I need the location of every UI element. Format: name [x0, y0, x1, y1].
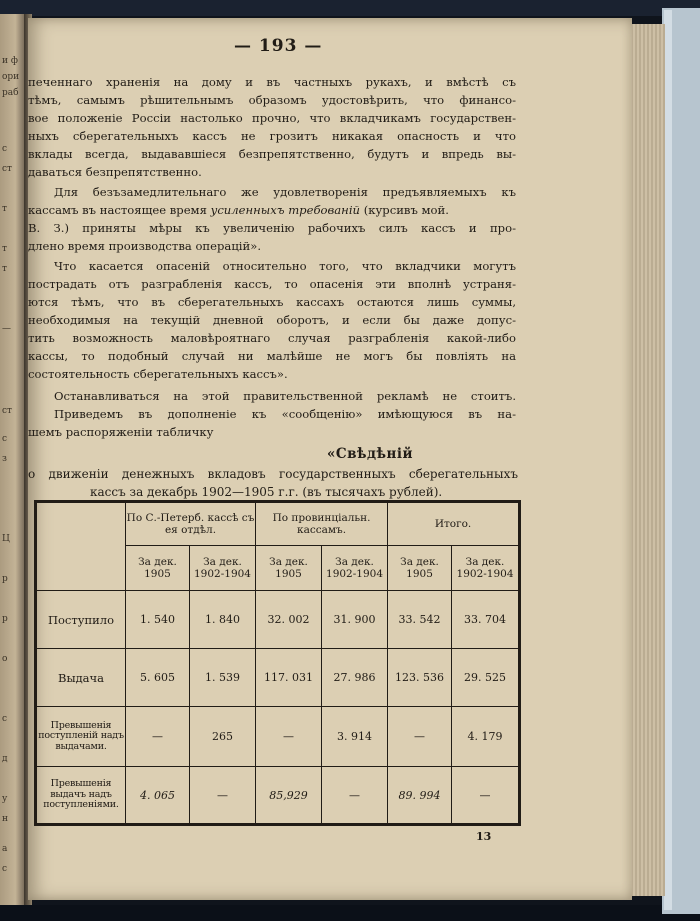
text-line: Приведемъ въ дополненіе къ «сообщенію» имѣющуюся въ на- [54, 407, 516, 421]
column-group-header: По С.-Петерб. кассѣ съ ея отдѣл. [126, 502, 256, 546]
left-fragment: Ц [2, 534, 10, 544]
table-cell: — [452, 767, 520, 825]
table-title: «Свѣдѣній [326, 446, 414, 462]
table-cell: 265 [190, 707, 256, 767]
left-fragment: а [2, 844, 8, 854]
table-row [36, 767, 520, 825]
text-line: Для безъзамедлительнаго же удовлетворенія предъявляемыхъ къ [54, 185, 516, 199]
left-fragment: т [2, 244, 7, 254]
left-fragment: с [2, 864, 8, 874]
column-header: За дек. 1902-1904 [322, 546, 388, 591]
table-cell: 27. 986 [322, 649, 388, 707]
left-fragment: т [2, 264, 7, 274]
row-label: Поступило [36, 591, 126, 649]
book-page [28, 18, 632, 900]
text-line: тить возможность маловѣроятнаго случая разграбленія какой-либо [28, 331, 516, 345]
column-header: За дек. 1905 [256, 546, 322, 591]
table-cell: 4. 065 [126, 767, 190, 825]
left-fragment: с [2, 714, 8, 724]
text-line: пострадать отъ разграбленія кассъ, то опасенія эти вполнѣ устраня- [28, 277, 516, 291]
text-line: шемъ распоряженіи табличку [28, 425, 214, 439]
page-number: — 193 — [234, 36, 323, 56]
text-line [28, 202, 449, 220]
table-cell: 32. 002 [256, 591, 322, 649]
table-cell: — [190, 767, 256, 825]
column-header: За дек. 1902-1904 [190, 546, 256, 591]
text-line: даваться безпрепятственно. [28, 165, 202, 179]
text-line: вое положеніе Россіи настолько прочно, что вкладчикамъ государствен- [28, 111, 516, 125]
text-line: ются тѣмъ, что въ сберегательныхъ кассахъ остаются лишь суммы, [28, 295, 516, 309]
left-fragment: — [2, 324, 11, 334]
left-fragment: т [2, 204, 7, 214]
table-cell: 117. 031 [256, 649, 322, 707]
table-row [36, 707, 520, 767]
column-group-header: Итого. [388, 502, 520, 546]
table-cell: — [256, 707, 322, 767]
left-fragment: р [2, 614, 8, 624]
table-cell: 89. 994 [388, 767, 452, 825]
table-row [36, 649, 520, 707]
table-corner-cell [36, 502, 126, 591]
text-line: состоятельность сберегательныхъ кассъ». [28, 367, 288, 381]
table-cell: 1. 539 [190, 649, 256, 707]
left-fragment: о [2, 654, 8, 664]
table-cell: 33. 704 [452, 591, 520, 649]
column-header: За дек. 1902-1904 [452, 546, 520, 591]
left-fragment: з [2, 454, 7, 464]
left-fragment: ори [2, 72, 20, 82]
left-fragment: н [2, 814, 8, 824]
column-header: За дек. 1905 [126, 546, 190, 591]
left-fragment: у [2, 794, 8, 804]
table-cell: — [322, 767, 388, 825]
text-line: Останавливаться на этой правительственной рекламѣ не стоитъ. [54, 389, 516, 403]
table-cell: — [388, 707, 452, 767]
table-cell: 85,929 [256, 767, 322, 825]
background-bottom [0, 905, 700, 921]
left-fragment: д [2, 754, 8, 764]
table-cell: 31. 900 [322, 591, 388, 649]
text-line: ныхъ сберегательныхъ кассъ не грозитъ никакая опасность и что [28, 129, 516, 143]
text-line: длено время производства операцій». [28, 239, 262, 253]
text-line: необходимыя на текущій дневной оборотъ, и если бы даже допус- [28, 313, 516, 327]
text-run: (курсивъ мой. [363, 203, 449, 217]
table-cell: 29. 525 [452, 649, 520, 707]
background-top [0, 0, 700, 16]
text-line: тѣмъ, самымъ рѣшительнымъ образомъ удостовѣрить, что финансо- [28, 93, 516, 107]
left-fragment: ст [2, 406, 13, 416]
table-cell: 4. 179 [452, 707, 520, 767]
table-cell: 5. 605 [126, 649, 190, 707]
deposits-table [34, 500, 521, 826]
text-run: кассамъ въ настоящее время [28, 203, 207, 217]
left-fragment: раб [2, 88, 19, 98]
table-cell: 33. 542 [388, 591, 452, 649]
italic-emphasis: усиленныхъ требованій [210, 203, 360, 217]
row-label: Превышенія поступленій надъ выдачами. [36, 707, 126, 767]
left-fragment: с [2, 144, 8, 154]
text-line: печеннаго храненія на дому и въ частныхъ рукахъ, и вмѣстѣ съ [28, 75, 516, 89]
column-group-header: По провинціальн. кассамъ. [256, 502, 388, 546]
column-header: За дек. 1905 [388, 546, 452, 591]
left-fragment: с [2, 434, 8, 444]
row-label: Превышенія выдачъ надъ поступленіями. [36, 767, 126, 825]
table-subtitle: кассъ за декабрь 1902—1905 г.г. (въ тысячахъ рублей). [90, 485, 443, 499]
left-fragment: р [2, 574, 8, 584]
table-cell: 3. 914 [322, 707, 388, 767]
text-line: Что касается опасеній относительно того, что вкладчики могутъ [54, 259, 516, 273]
table-subtitle: о движеніи денежныхъ вкладовъ государственныхъ сберегательныхъ [28, 467, 518, 481]
table-row [36, 591, 520, 649]
table-cell: — [126, 707, 190, 767]
row-label: Выдача [36, 649, 126, 707]
text-line: В. З.) приняты мѣры къ увеличенію рабочихъ силъ кассъ и про- [28, 221, 516, 235]
table-cell: 1. 840 [190, 591, 256, 649]
left-fragment: ст [2, 164, 13, 174]
signature-number: 13 [476, 830, 492, 843]
text-line: вклады всегда, выдававшіеся безпрепятственно, будутъ и впредь вы- [28, 147, 516, 161]
text-line: кассы, то подобный случай ни малѣйше не могъ бы повліять на [28, 349, 516, 363]
table-cell: 123. 536 [388, 649, 452, 707]
left-fragment: и ф [2, 56, 18, 66]
table-cell: 1. 540 [126, 591, 190, 649]
